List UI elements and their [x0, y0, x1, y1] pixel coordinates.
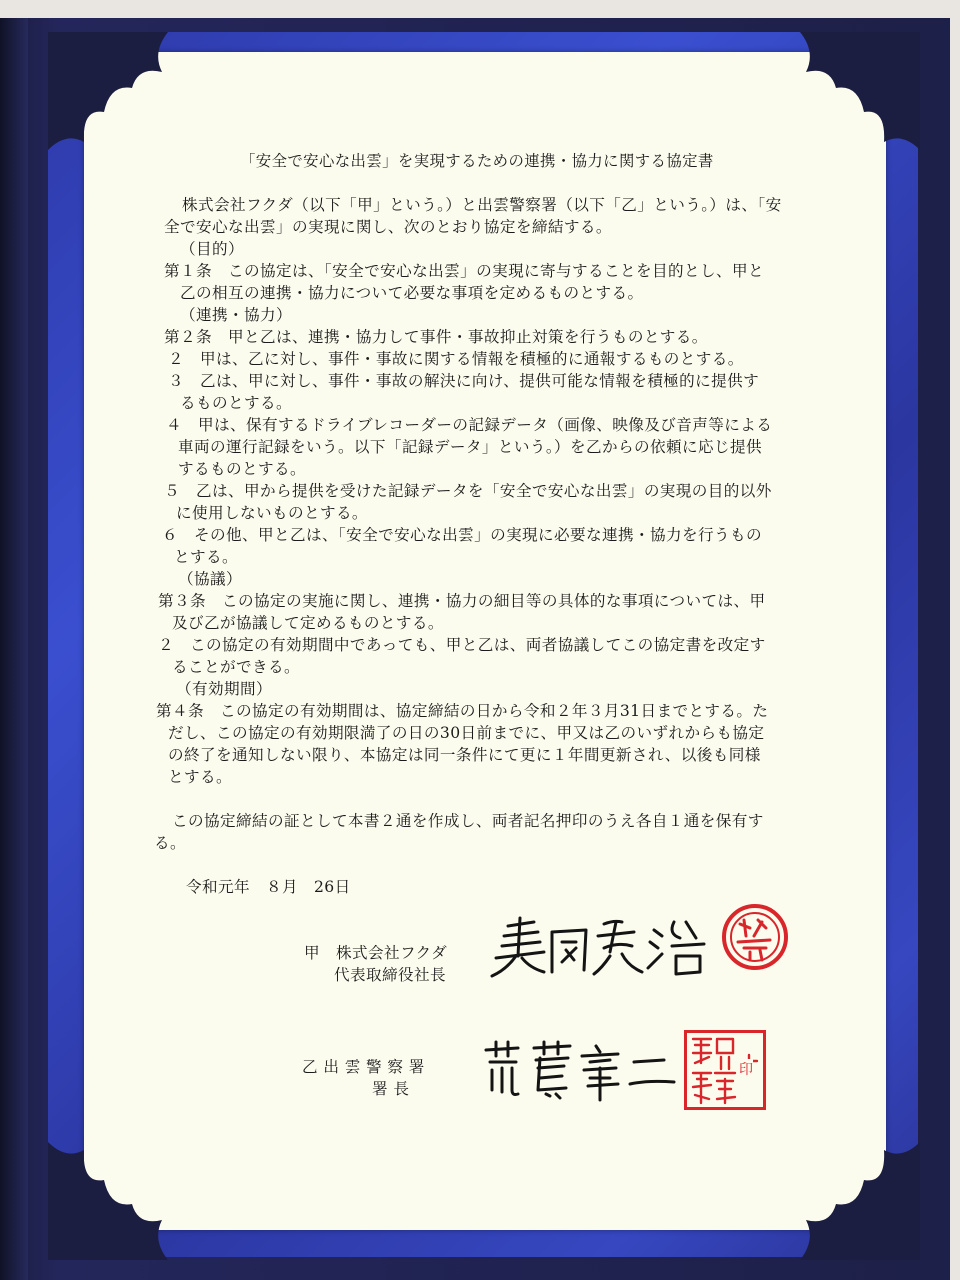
article-line: の終了を通知しない限り、本協定は同一条件にて更に１年間更新され、以後も同様 — [168, 746, 761, 764]
article-line: 第２条 甲と乙は、連携・協力して事件・事故抑止対策を行うものとする。 — [164, 328, 708, 346]
article-line: ２ この協定の有効期間中であっても、甲と乙は、両者協議してこの協定書を改定す — [158, 636, 766, 654]
article-line: 第１条 この協定は、「安全で安心な出雲」の実現に寄与することを目的とし、甲と — [164, 262, 764, 280]
article-heading: （目的） — [180, 240, 244, 258]
signing-date: 令和元年 ８月 26日 — [186, 878, 351, 896]
article-line: 第３条 この協定の実施に関し、連携・協力の細目等の具体的な事項については、甲 — [158, 592, 766, 610]
article-line: に使用しないものとする。 — [176, 504, 368, 522]
article-line: 第４条 この協定の有効期間は、協定締結の日から令和２年３月31日までとする。た — [156, 702, 769, 720]
document-title: 「安全で安心な出雲」を実現するための連携・協力に関する協定書 — [240, 152, 714, 170]
closing-line: る。 — [154, 834, 186, 852]
closing-line: この協定締結の証として本書２通を作成し、両者記名押印のうえ各自１通を保有す — [172, 812, 764, 830]
seal-mark: 印 — [739, 1059, 753, 1079]
article-heading: （協議） — [178, 570, 242, 588]
preamble-line: 株式会社フクダ（以下「甲」という。）と出雲警察署（以下「乙」という。）は、「安 — [182, 196, 782, 214]
article-heading: （連携・協力） — [180, 306, 292, 324]
article-line: だし、この協定の有効期限満了の日の30日前までに、甲又は乙のいずれからも協定 — [168, 724, 765, 742]
article-line: ６ その他、甲と乙は、「安全で安心な出雲」の実現に必要な連携・協力を行うもの — [162, 526, 762, 544]
article-line: とする。 — [174, 548, 238, 566]
article-line: 車両の運行記録をいう。以下「記録データ」という。）を乙からの依頼に応じ提供 — [178, 438, 762, 456]
party-b-seal — [684, 1030, 766, 1110]
article-line: ることができる。 — [172, 658, 300, 676]
article-line: 乙の相互の連携・協力について必要な事項を定めるものとする。 — [180, 284, 644, 302]
article-line: ５ 乙は、甲から提供を受けた記録データを「安全で安心な出雲」の実現の目的以外 — [164, 482, 772, 500]
article-line: とする。 — [168, 768, 232, 786]
party-a-title: 代表取締役社長 — [334, 966, 446, 984]
article-line: ２ 甲は、乙に対し、事件・事故に関する情報を積極的に通報するものとする。 — [168, 350, 744, 368]
article-heading: （有効期間） — [176, 680, 272, 698]
party-b-name: 乙 出 雲 警 察 署 — [302, 1058, 425, 1076]
party-a-name: 甲 株式会社フクダ — [304, 944, 448, 962]
party-a-signature — [486, 912, 722, 984]
preamble-line: 全で安心な出雲」の実現に関し、次のとおり協定を締結する。 — [164, 218, 612, 236]
party-b-signature — [478, 1040, 678, 1102]
party-a-seal — [720, 902, 790, 972]
article-line: するものとする。 — [178, 460, 306, 478]
article-line: ４ 甲は、保有するドライブレコーダーの記録データ（画像、映像及び音声等による — [166, 416, 773, 434]
article-line: るものとする。 — [180, 394, 292, 412]
party-b-title: 署 長 — [372, 1080, 410, 1098]
article-line: ３ 乙は、甲に対し、事件・事故の解決に向け、提供可能な情報を積極的に提供す — [168, 372, 760, 390]
article-line: 及び乙が協議して定めるものとする。 — [172, 614, 444, 632]
